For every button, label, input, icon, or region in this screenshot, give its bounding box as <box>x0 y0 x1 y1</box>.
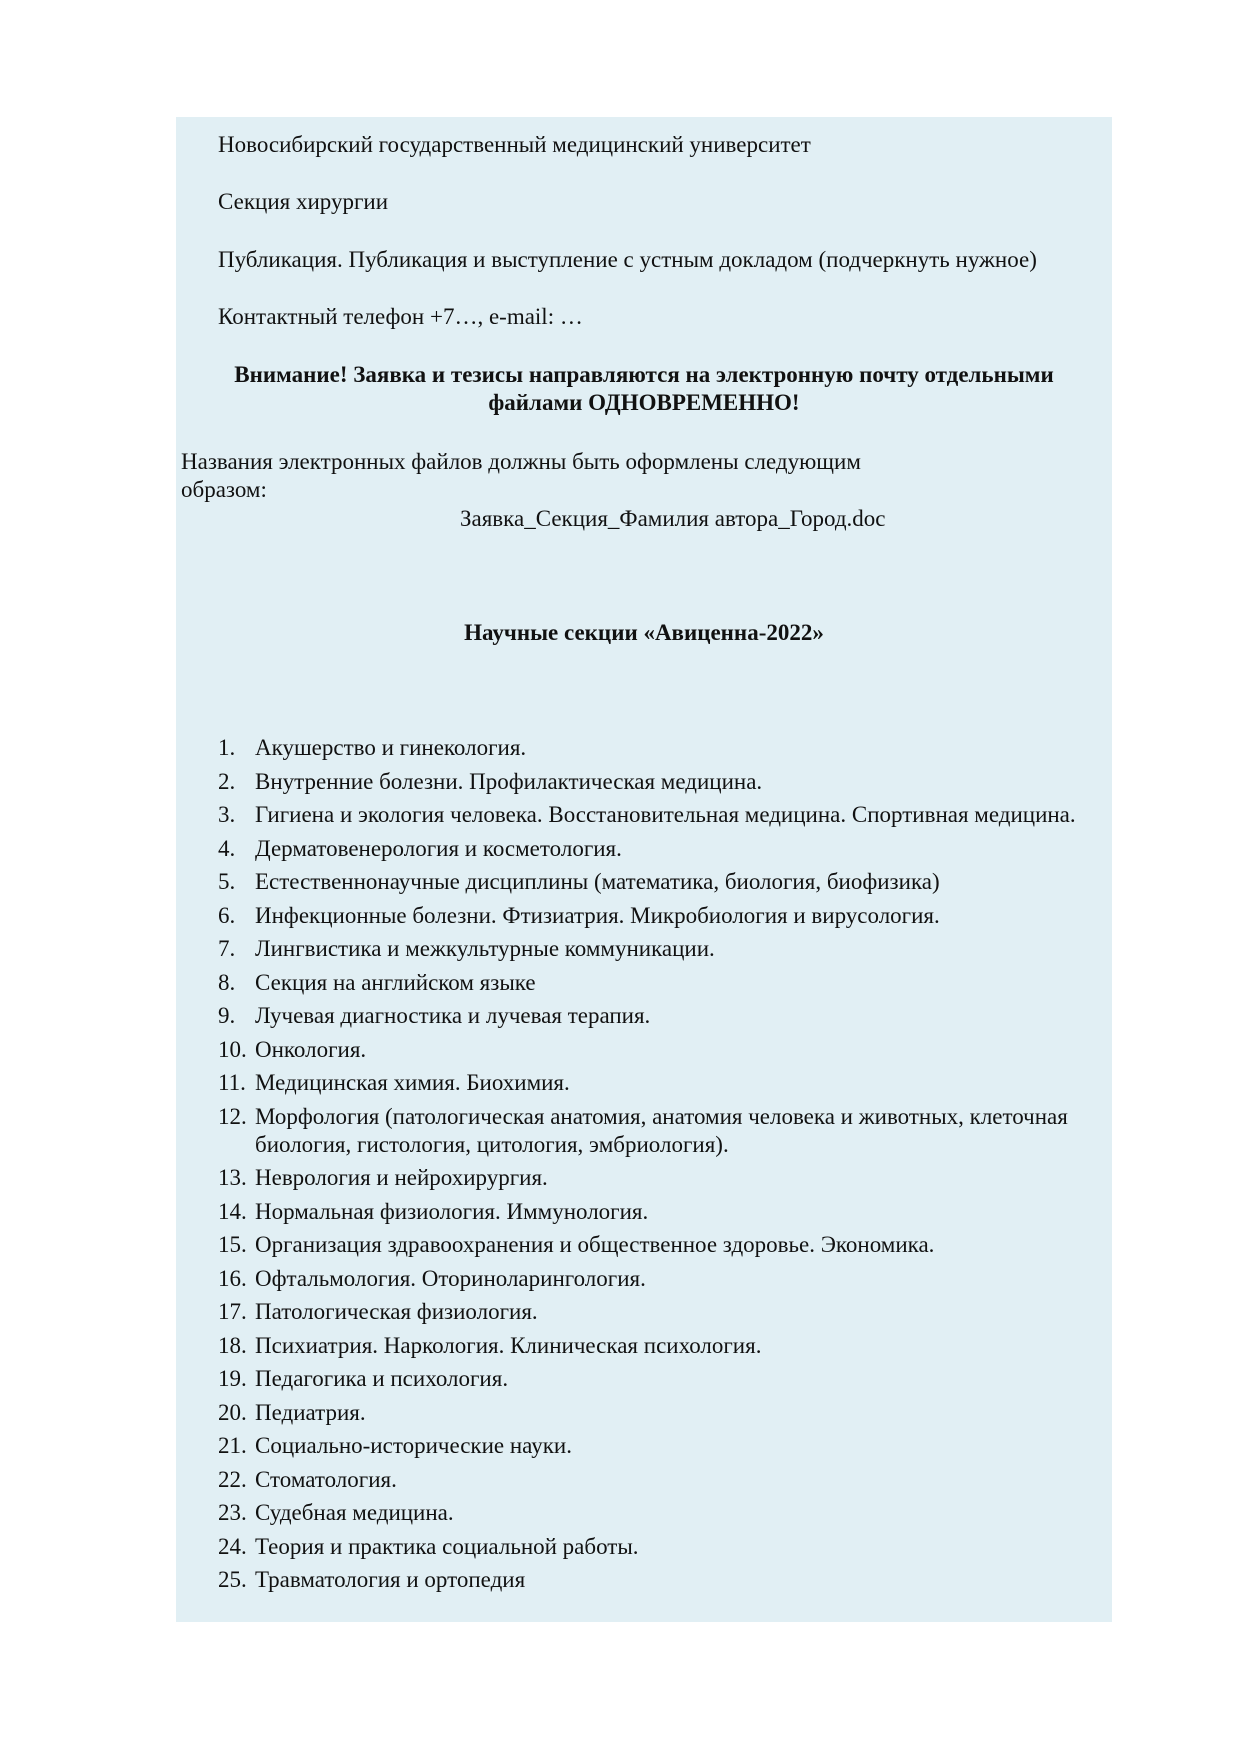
section-number: 14. <box>218 1198 247 1224</box>
section-item <box>176 868 1112 896</box>
section-text: Секция на английском языке <box>255 969 536 995</box>
section-number: 6. <box>218 902 236 928</box>
section-number: 7. <box>218 936 236 961</box>
section-number: 22. <box>218 1466 247 1492</box>
section-item <box>176 1566 1112 1594</box>
section-item <box>176 1499 1112 1527</box>
file-naming-pattern: Заявка_Секция_Фамилия автора_Город.doc <box>460 506 886 531</box>
publication-type: Публикация. Публикация и выступление с устным докладом (подчеркнуть нужное) <box>218 247 1037 272</box>
section-text: Морфология (патологическая анатомия, анатомия человека и животных, клеточная биология, гистология, цитология, эмбриология). <box>255 1103 1068 1157</box>
section-text: Социально-исторические науки. <box>255 1433 572 1458</box>
section-text: Инфекционные болезни. Фтизиатрия. Микробиология и вирусология. <box>255 902 940 928</box>
section-number: 1. <box>218 735 236 760</box>
section-number: 18. <box>218 1332 247 1358</box>
section-text: Лучевая диагностика и лучевая терапия. <box>255 1003 651 1028</box>
section-item <box>176 902 1112 930</box>
section-number: 15. <box>218 1232 247 1257</box>
section-item <box>176 1533 1112 1561</box>
section-text: Онкология. <box>255 1036 367 1062</box>
section-text: Внутренние болезни. Профилактическая медицина. <box>255 768 763 794</box>
section-item <box>176 1231 1112 1259</box>
section-text: Естественнонаучные дисциплины (математика, биология, биофизика) <box>255 869 940 894</box>
section-number: 3. <box>218 802 236 827</box>
section-item <box>176 1265 1112 1293</box>
section-number: 25. <box>218 1567 247 1592</box>
section-text: Психиатрия. Наркология. Клиническая психология. <box>255 1332 762 1358</box>
section-number: 12. <box>218 1103 247 1129</box>
section-number: 9. <box>218 1003 236 1028</box>
section-text: Гигиена и экология человека. Восстановительная медицина. Спортивная медицина. <box>255 802 1076 827</box>
section-item <box>176 1069 1112 1097</box>
section-text: Травматология и ортопедия <box>255 1567 526 1592</box>
section-number: 20. <box>218 1399 247 1425</box>
section-number: 16. <box>218 1265 247 1291</box>
file-naming-note: Названия электронных файлов должны быть оформлены следующим образом: <box>181 449 861 502</box>
sections-title: Научные секции «Авиценна-2022» <box>464 620 824 645</box>
section-item <box>176 768 1112 796</box>
section-text: Дерматовенерология и косметология. <box>255 835 622 861</box>
section-text: Лингвистика и межкультурные коммуникации. <box>255 936 715 961</box>
section-number: 24. <box>218 1533 247 1559</box>
section-text: Патологическая физиология. <box>255 1299 538 1324</box>
section-item <box>176 1399 1112 1427</box>
section-item <box>176 1198 1112 1226</box>
sections-list <box>176 734 1112 1600</box>
contact-info: Контактный телефон +7…, e-mail: … <box>218 304 583 329</box>
notice-line-1: Внимание! Заявка и тезисы направляются на электронную почту отдельными <box>234 362 1054 387</box>
section-number: 17. <box>218 1299 247 1324</box>
section-item <box>176 1103 1112 1159</box>
section-item <box>176 801 1112 829</box>
section-item <box>176 935 1112 963</box>
section-number: 13. <box>218 1165 247 1190</box>
section-number: 8. <box>218 969 236 995</box>
section-text: Офтальмология. Оториноларингология. <box>255 1265 646 1291</box>
document-panel <box>176 117 1112 1622</box>
section-text: Стоматология. <box>255 1466 397 1492</box>
university-name: Новосибирский государственный медицинский университет <box>218 132 811 157</box>
section-item <box>176 1298 1112 1326</box>
section-text: Медицинская химия. Биохимия. <box>255 1070 570 1095</box>
section-text: Теория и практика социальной работы. <box>255 1533 639 1559</box>
section-item <box>176 1036 1112 1064</box>
section-item <box>176 734 1112 762</box>
notice-line-2: файлами ОДНОВРЕМЕННО! <box>488 390 800 415</box>
section-text: Нормальная физиология. Иммунология. <box>255 1198 649 1224</box>
section-number: 5. <box>218 869 236 894</box>
section-item <box>176 1164 1112 1192</box>
section-text: Педиатрия. <box>255 1399 366 1425</box>
section-text: Организация здравоохранения и общественное здоровье. Экономика. <box>255 1232 935 1257</box>
section-item <box>176 1365 1112 1393</box>
section-item <box>176 1002 1112 1030</box>
section-number: 23. <box>218 1500 247 1525</box>
section-name: Секция хирургии <box>218 189 389 214</box>
section-item <box>176 835 1112 863</box>
section-number: 11. <box>218 1070 246 1095</box>
section-item <box>176 1466 1112 1494</box>
section-number: 4. <box>218 835 236 861</box>
section-number: 19. <box>218 1366 247 1391</box>
section-text: Судебная медицина. <box>255 1500 454 1525</box>
section-number: 21. <box>218 1433 247 1458</box>
section-text: Неврология и нейрохирургия. <box>255 1165 548 1190</box>
section-text: Педагогика и психология. <box>255 1366 509 1391</box>
section-item <box>176 969 1112 997</box>
section-number: 2. <box>218 768 236 794</box>
section-item <box>176 1332 1112 1360</box>
section-number: 10. <box>218 1036 247 1062</box>
section-item <box>176 1432 1112 1460</box>
section-text: Акушерство и гинекология. <box>255 735 527 760</box>
